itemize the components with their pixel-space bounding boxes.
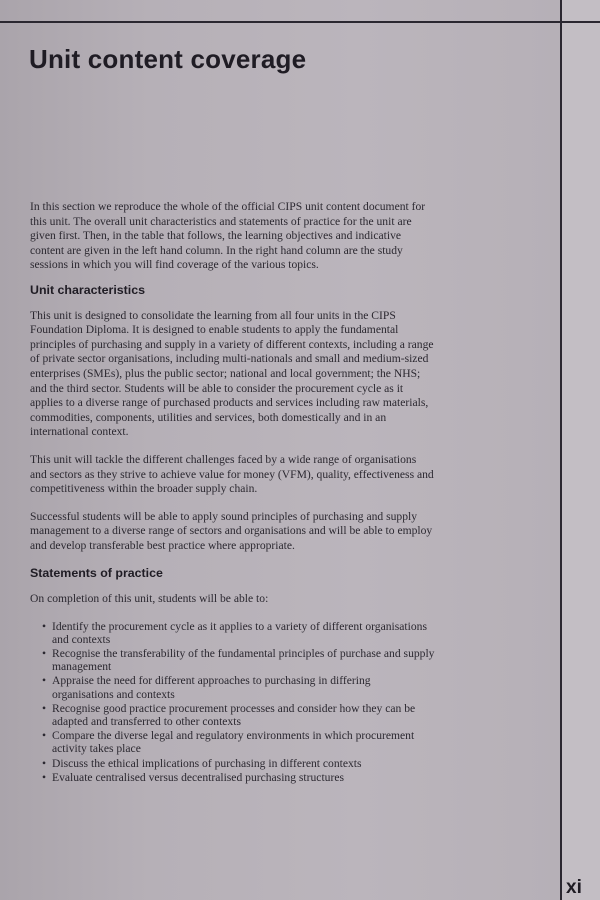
bullet-icon: • <box>42 701 47 715</box>
list-item <box>42 620 435 646</box>
list-item <box>42 702 435 728</box>
statements-list <box>30 620 435 784</box>
list-item <box>42 647 435 673</box>
characteristics-paragraph: This unit will tackle the different challenges faced by a wide range of organisations and sectors as they strive to achieve value for money (VFM), quality, effectiveness and competitiveness within the broader supply chain. <box>30 452 434 496</box>
bullet-icon: • <box>42 770 47 784</box>
characteristics-paragraph: This unit is designed to consolidate the learning from all four units in the CIPS Foundation Diploma. It is designed to enable students to apply the fundamental principles of purchasing and supply in a variety of different contexts, including a range of private sector organisations, including multi-nationals and small and medium-sized enterprises (SMEs), plus the public sector; national and local government; the NHS; and the third sector. Students will be able to consider the procurement cycle as it applies to a diverse range of purchased products and services including raw materials, commodities, components, utilities and services, both domestically and in an international context. <box>30 308 434 439</box>
list-item <box>42 729 435 755</box>
bullet-icon: • <box>42 674 47 688</box>
right-rule <box>560 0 562 900</box>
list-item-text: Evaluate centralised versus decentralised purchasing structures <box>52 770 344 784</box>
unit-characteristics-heading: Unit characteristics <box>30 282 146 297</box>
list-item <box>42 757 435 770</box>
page-number: xi <box>566 877 582 898</box>
list-item-text: Compare the diverse legal and regulatory environments in which procurement activity takes place <box>52 729 415 756</box>
bullet-icon: • <box>42 729 47 743</box>
bullet-icon: • <box>42 647 47 661</box>
page-margin-strip <box>562 0 600 900</box>
bullet-icon: • <box>42 619 47 633</box>
characteristics-paragraph: Successful students will be able to apply sound principles of purchasing and supply management to a diverse range of sectors and organisations and will be able to employ and develop transferable best practice where appropriate. <box>30 509 433 552</box>
intro-paragraph: In this section we reproduce the whole of the official CIPS unit content document for this unit. The overall unit characteristics and statements of practice for the unit are given first. Then, in the table that follows, the learning objectives and indicative content are given in the left hand column. In the right hand column are the study sessions in which you will find coverage of the various topics. <box>30 200 426 272</box>
list-item <box>42 674 435 700</box>
list-item <box>42 771 435 784</box>
page-title: Unit content coverage <box>29 44 307 74</box>
bullet-icon: • <box>42 756 47 770</box>
top-rule <box>0 21 560 23</box>
page-content <box>30 200 435 785</box>
statements-lead: On completion of this unit, students will be able to: <box>30 592 269 606</box>
list-item-text: Recognise good practice procurement processes and consider how they can be adapted and transferred to other contexts <box>52 701 416 729</box>
list-item-text: Recognise the transferability of the fundamental principles of purchase and supply management <box>52 647 435 674</box>
list-item-text: Identify the procurement cycle as it applies to a variety of different organisations and contexts <box>52 619 427 646</box>
list-item-text: Appraise the need for different approaches to purchasing in differing organisations and contexts <box>52 674 371 701</box>
corner-rule <box>562 21 600 23</box>
statements-of-practice-heading: Statements of practice <box>30 566 163 581</box>
list-item-text: Discuss the ethical implications of purchasing in different contexts <box>52 756 362 770</box>
